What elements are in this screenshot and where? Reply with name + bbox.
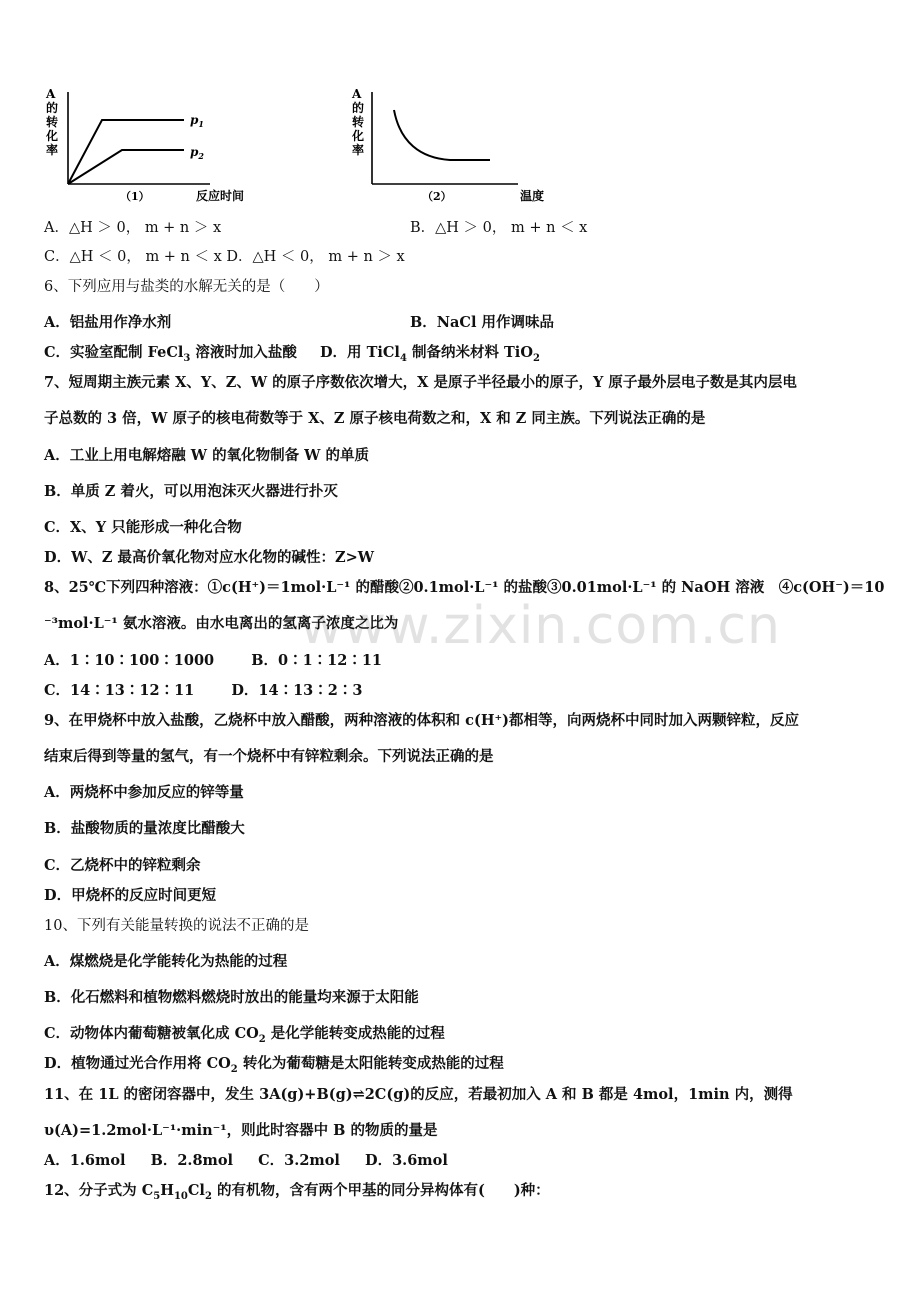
g1-curve-p2	[68, 150, 184, 184]
g1-ylabel-3: 化	[46, 129, 59, 143]
q6-row-cd	[44, 343, 540, 369]
q11-stem-2: υ(A)=1.2mol·L⁻¹·min⁻¹，则此时容器中 B 的物质的量是	[44, 1122, 438, 1139]
q7-option-b: B．单质 Z 着火，可以用泡沫灭火器进行扑灭	[44, 483, 338, 500]
q10-option-c: C．动物体内葡萄糖被氧化成 $CO_2$ 是化学能转变成热能的过程	[44, 1025, 445, 1045]
q10-option-d: D．植物通过光合作用将 $CO_2$ 转化为葡萄糖是太阳能转变成热能的过程	[44, 1055, 504, 1075]
q9-option-c: C．乙烧杯中的锌粒剩余	[44, 857, 201, 874]
g2-ylabel-1: 的	[352, 101, 365, 115]
q5-row-cd	[44, 247, 405, 267]
q9-stem-2: 结束后得到等量的氢气，有一个烧杯中有锌粒剩余。下列说法正确的是	[44, 748, 494, 765]
q8-stem-2: ⁻³mol·L⁻¹ 氨水溶液。由水电离出的氢离子浓度之比为	[44, 615, 399, 632]
q8-row-ab	[44, 651, 382, 671]
q5-option-a: A．△H ＞ 0， m + n ＞ x	[44, 220, 222, 236]
q11-option-d: D．3.6mol	[365, 1152, 448, 1169]
q5-option-c: C．△H ＜ 0， m + n ＜ x	[44, 249, 222, 265]
q8-option-a: A．1∶10∶100∶1000	[44, 652, 215, 669]
q7-stem-1: 7、短周期主族元素 X、Y、Z、W 的原子序数依次增大，X 是原子半径最小的原子，Y 原子最外层电子数是其内层电	[44, 374, 797, 391]
g2-caption: （2）	[422, 190, 452, 203]
q6-option-b: B．NaCl 用作调味品	[410, 314, 555, 331]
q9-option-d: D．甲烧杯的反应时间更短	[44, 887, 217, 904]
g2-curve	[394, 110, 490, 160]
q7-stem-2: 子总数的 3 倍，W 原子的核电荷数等于 X、Z 原子核电荷数之和，X 和 Z 同主族。下列说法正确的是	[44, 410, 706, 427]
q11-option-b: B．2.8mol	[150, 1152, 234, 1169]
q9-option-b: B．盐酸物质的量浓度比醋酸大	[44, 820, 245, 837]
q7-option-d: D．W、Z 最高价氧化物对应水化物的碱性：Z>W	[44, 549, 375, 566]
q8-option-c: C．14∶13∶12∶11	[44, 682, 195, 699]
graph-2	[348, 86, 568, 208]
g2-ylabel-4: 率	[352, 143, 365, 157]
g2-ylabel-3: 化	[352, 129, 365, 143]
g2-xlabel: 温度	[520, 189, 545, 203]
g1-ylabel-0: A	[46, 87, 56, 101]
watermark: www.zixin.com.cn	[300, 596, 781, 656]
q10-option-b: B．化石燃料和植物燃料燃烧时放出的能量均来源于太阳能	[44, 989, 419, 1006]
q10-stem: 10、下列有关能量转换的说法不正确的是	[44, 918, 309, 934]
g1-curve-p1	[68, 120, 184, 184]
g1-ylabel-2: 转	[46, 115, 59, 129]
q9-option-a: A．两烧杯中参加反应的锌等量	[44, 784, 244, 801]
graph-1	[40, 86, 280, 208]
q5-option-d: D．△H ＜ 0， m + n ＞ x	[226, 249, 405, 265]
q5-option-b: B．△H ＞ 0， m + n ＜ x	[410, 220, 588, 236]
q6-option-c: C．实验室配制 FeCl$_3$ 溶液时加入盐酸	[44, 344, 297, 364]
q11-option-a: A．1.6mol	[44, 1152, 126, 1169]
q8-option-b: B．0∶1∶12∶11	[251, 652, 383, 669]
q11-options	[44, 1151, 448, 1171]
q8-row-cd	[44, 681, 362, 701]
q12-stem: 12、分子式为 $C_5H_{10}Cl_2$ 的有机物，含有两个甲基的同分异构体有( )种：	[44, 1182, 550, 1202]
q7-option-c: C．X、Y 只能形成一种化合物	[44, 519, 242, 536]
q8-option-d: D．14∶13∶2∶3	[231, 682, 363, 699]
g1-xlabel: 反应时间	[196, 189, 245, 203]
g2-ylabel-0: A	[352, 87, 362, 101]
q5-row-ab	[44, 218, 588, 238]
g1-label-p1: $p_1$	[190, 113, 204, 129]
q10-option-a: A．煤燃烧是化学能转化为热能的过程	[44, 953, 288, 970]
g2-ylabel-2: 转	[352, 115, 365, 129]
g1-label-p2: $p_2$	[190, 145, 204, 161]
q6-option-a: A．铝盐用作净水剂	[44, 314, 172, 331]
q6-stem: 6、下列应用与盐类的水解无关的是（ ）	[44, 279, 329, 295]
q11-option-c: C．3.2mol	[258, 1152, 340, 1169]
q6-row-ab	[44, 313, 555, 333]
q7-option-a: A．工业上用电解熔融 W 的氧化物制备 W 的单质	[44, 447, 370, 464]
g1-caption: （1）	[120, 190, 150, 203]
g1-ylabel-4: 率	[46, 143, 59, 157]
g1-ylabel-1: 的	[46, 101, 59, 115]
q6-option-d: D．用 TiCl$_4$ 制备纳米材料 TiO$_2$	[319, 344, 540, 364]
q9-stem-1: 9、在甲烧杯中放入盐酸，乙烧杯中放入醋酸，两种溶液的体积和 c(H⁺)都相等，向两烧杯中同时加入两颗锌粒，反应	[44, 712, 800, 729]
q8-stem-1: 8、25℃下列四种溶液：①c(H⁺)＝1mol·L⁻¹ 的醋酸②0.1mol·L⁻¹ 的盐酸③0.01mol·L⁻¹ 的 NaOH 溶液 ④c(OH⁻)＝10	[44, 579, 885, 596]
q11-stem-1: 11、在 1L 的密闭容器中，发生 3A(g)+B(g)⇌2C(g)的反应，若最初加入 A 和 B 都是 4mol，1min 内，测得	[44, 1086, 793, 1103]
